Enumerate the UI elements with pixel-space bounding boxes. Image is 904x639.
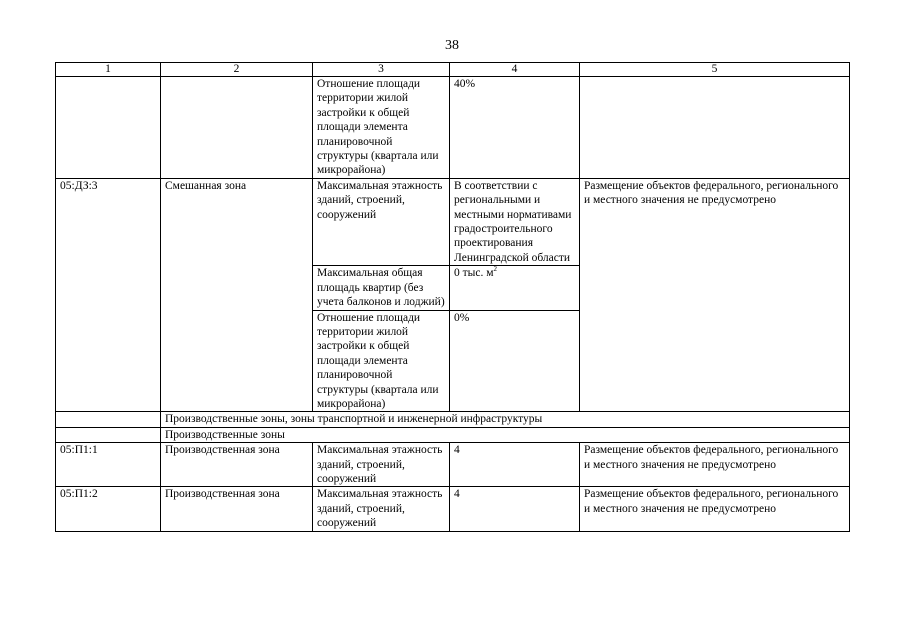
code-cell bbox=[56, 427, 161, 442]
table-row bbox=[56, 443, 850, 487]
note-cell bbox=[580, 77, 850, 179]
value-cell: 4 bbox=[450, 487, 580, 531]
note-cell: Размещение объектов федерального, регионального и местного значения не предусмотрено bbox=[580, 443, 850, 487]
code-cell bbox=[56, 77, 161, 179]
zone-name-cell bbox=[161, 77, 313, 179]
page-number: 38 bbox=[445, 38, 459, 53]
zone-name-cell: Смешанная зона bbox=[161, 178, 313, 412]
table-header-row bbox=[56, 63, 850, 77]
value-cell: 4 bbox=[450, 443, 580, 487]
column-header: 1 bbox=[56, 63, 161, 77]
parameter-cell: Отношение площади территории жилой застройки к общей площади элемента планировочной структуры (квартала или микрорайона) bbox=[313, 310, 450, 412]
note-cell: Размещение объектов федерального, регионального и местного значения не предусмотрено bbox=[580, 178, 850, 412]
value-cell bbox=[450, 266, 580, 310]
value-cell: 0% bbox=[450, 310, 580, 412]
value-cell: 40% bbox=[450, 77, 580, 179]
column-header: 5 bbox=[580, 63, 850, 77]
zones-table bbox=[55, 62, 850, 532]
code-cell: 05:ДЗ:3 bbox=[56, 178, 161, 412]
note-cell: Размещение объектов федерального, регионального и местного значения не предусмотрено bbox=[580, 487, 850, 531]
parameter-cell: Максимальная общая площадь квартир (без учета балконов и лоджий) bbox=[313, 266, 450, 310]
parameter-cell: Максимальная этажность зданий, строений, сооружений bbox=[313, 487, 450, 531]
parameter-cell: Максимальная этажность зданий, строений, сооружений bbox=[313, 443, 450, 487]
code-cell: 05:П1:1 bbox=[56, 443, 161, 487]
value-text: 0 тыс. м bbox=[454, 267, 494, 280]
parameter-cell: Отношение площади территории жилой застройки к общей площади элемента планировочной структуры (квартала или микрорайона) bbox=[313, 77, 450, 179]
column-header: 2 bbox=[161, 63, 313, 77]
column-header: 3 bbox=[313, 63, 450, 77]
superscript: 2 bbox=[493, 265, 498, 274]
table-row bbox=[56, 178, 850, 265]
section-row bbox=[56, 412, 850, 427]
subsection-row bbox=[56, 427, 850, 442]
parameter-cell: Максимальная этажность зданий, строений, сооружений bbox=[313, 178, 450, 265]
code-cell: 05:П1:2 bbox=[56, 487, 161, 531]
zone-name-cell: Производственная зона bbox=[161, 443, 313, 487]
code-cell bbox=[56, 412, 161, 427]
column-header: 4 bbox=[450, 63, 580, 77]
zone-name-cell: Производственная зона bbox=[161, 487, 313, 531]
table-row bbox=[56, 487, 850, 531]
section-title: Производственные зоны, зоны транспортной и инженерной инфраструктуры bbox=[161, 412, 850, 427]
subsection-title: Производственные зоны bbox=[161, 427, 850, 442]
value-cell: В соответствии с региональными и местными нормативами градостроительного проектирования Ленинградской области bbox=[450, 178, 580, 265]
table-row bbox=[56, 77, 850, 179]
